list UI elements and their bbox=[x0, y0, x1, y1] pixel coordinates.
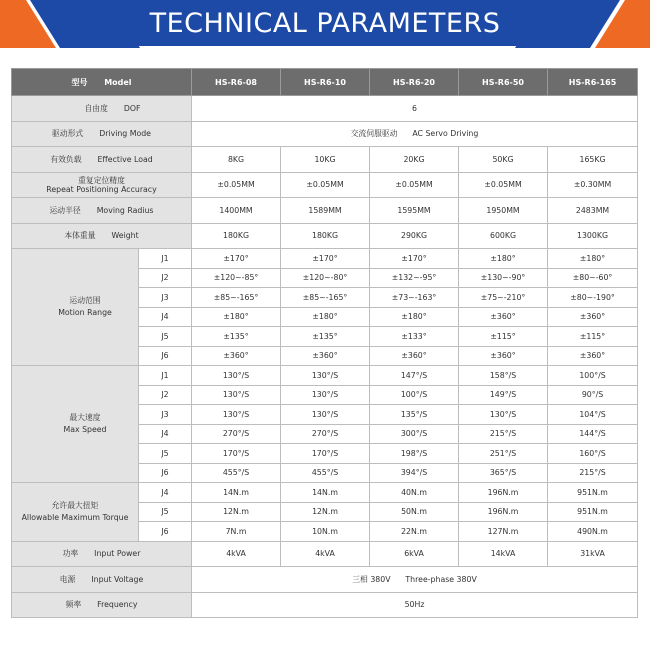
table-cell: ±360° bbox=[459, 307, 548, 327]
table-cell: 14kVA bbox=[459, 541, 548, 567]
table-cell: 170°/S bbox=[281, 444, 370, 464]
table-cell: 251°/S bbox=[459, 444, 548, 464]
weight-row bbox=[12, 223, 638, 249]
title-banner bbox=[0, 0, 650, 48]
table-cell: 165KG bbox=[548, 147, 638, 173]
model-col-header: HS-R6-20 bbox=[370, 69, 459, 96]
row-label: 驱动形式 Driving Mode bbox=[12, 121, 192, 147]
table-cell: ±0.05MM bbox=[459, 172, 548, 198]
load-row bbox=[12, 147, 638, 173]
table-cell: 12N.m bbox=[192, 502, 281, 522]
frequency-row bbox=[12, 592, 638, 618]
frequency-value: 50Hz bbox=[192, 592, 638, 618]
table-cell: ±360° bbox=[370, 346, 459, 366]
table-cell: 22N.m bbox=[370, 522, 459, 542]
table-cell: 1589MM bbox=[281, 198, 370, 224]
table-cell: ±120~-80° bbox=[281, 268, 370, 288]
table-cell: 144°/S bbox=[548, 424, 638, 444]
table-cell: 1950MM bbox=[459, 198, 548, 224]
table-cell: 198°/S bbox=[370, 444, 459, 464]
table-cell: 455°/S bbox=[192, 463, 281, 483]
table-cell: ±120~-85° bbox=[192, 268, 281, 288]
radius-row bbox=[12, 198, 638, 224]
table-cell: 455°/S bbox=[281, 463, 370, 483]
table-cell: 160°/S bbox=[548, 444, 638, 464]
row-label: 功率 Input Power bbox=[12, 541, 192, 567]
table-cell: 180KG bbox=[192, 223, 281, 249]
table-cell: ±180° bbox=[370, 307, 459, 327]
table-cell: ±130~-90° bbox=[459, 268, 548, 288]
table-cell: 130°/S bbox=[281, 405, 370, 425]
table-cell: ±135° bbox=[192, 327, 281, 347]
table-cell: 215°/S bbox=[548, 463, 638, 483]
joint-label: J6 bbox=[139, 463, 192, 483]
table-cell: 10KG bbox=[281, 147, 370, 173]
table-cell: ±0.05MM bbox=[192, 172, 281, 198]
joint-label: J1 bbox=[139, 249, 192, 269]
joint-label: J6 bbox=[139, 346, 192, 366]
table-cell: 14N.m bbox=[192, 483, 281, 503]
model-col-header: HS-R6-165 bbox=[548, 69, 638, 96]
table-cell: 40N.m bbox=[370, 483, 459, 503]
table-cell: ±180° bbox=[548, 249, 638, 269]
table-cell: 290KG bbox=[370, 223, 459, 249]
joint-label: J4 bbox=[139, 307, 192, 327]
table-cell: ±360° bbox=[459, 346, 548, 366]
table-cell: ±0.30MM bbox=[548, 172, 638, 198]
table-cell: ±115° bbox=[459, 327, 548, 347]
row-label: 重复定位精度 Repeat Positioning Accuracy bbox=[12, 172, 192, 198]
table-cell: ±170° bbox=[192, 249, 281, 269]
table-cell: 215°/S bbox=[459, 424, 548, 444]
table-cell: ±75~-210° bbox=[459, 288, 548, 308]
table-cell: 4kVA bbox=[281, 541, 370, 567]
table-cell: 1595MM bbox=[370, 198, 459, 224]
model-header: 型号 Model bbox=[12, 69, 192, 96]
table-cell: ±360° bbox=[192, 346, 281, 366]
table-cell: ±132~-95° bbox=[370, 268, 459, 288]
table-cell: 600KG bbox=[459, 223, 548, 249]
table-cell: 180KG bbox=[281, 223, 370, 249]
dof-row bbox=[12, 96, 638, 122]
table-cell: 196N.m bbox=[459, 502, 548, 522]
table-cell: ±85~-165° bbox=[281, 288, 370, 308]
table-cell: 7N.m bbox=[192, 522, 281, 542]
joint-label: J5 bbox=[139, 444, 192, 464]
table-cell: 394°/S bbox=[370, 463, 459, 483]
table-cell: 104°/S bbox=[548, 405, 638, 425]
page-title: TECHNICAL PARAMETERS bbox=[149, 8, 501, 39]
group-label-torque: 允许最大扭矩 Allowable Maximum Torque bbox=[12, 483, 139, 542]
driving-value: 交流伺服驱动 AC Servo Driving bbox=[192, 121, 638, 147]
model-col-header: HS-R6-50 bbox=[459, 69, 548, 96]
joint-label: J5 bbox=[139, 327, 192, 347]
table-cell: ±135° bbox=[281, 327, 370, 347]
table-cell: 270°/S bbox=[192, 424, 281, 444]
table-cell: 50KG bbox=[459, 147, 548, 173]
table-cell: 12N.m bbox=[281, 502, 370, 522]
table-cell: ±80~-60° bbox=[548, 268, 638, 288]
row-label: 电源 Input Voltage bbox=[12, 567, 192, 593]
table-cell: 147°/S bbox=[370, 366, 459, 386]
dof-value: 6 bbox=[192, 96, 638, 122]
table-cell: 31kVA bbox=[548, 541, 638, 567]
header-row bbox=[12, 69, 638, 96]
model-col-header: HS-R6-08 bbox=[192, 69, 281, 96]
table-cell: 365°/S bbox=[459, 463, 548, 483]
row-label: 本体重量 Weight bbox=[12, 223, 192, 249]
joint-label: J2 bbox=[139, 268, 192, 288]
table-cell: ±133° bbox=[370, 327, 459, 347]
table-cell: 90°/S bbox=[548, 385, 638, 405]
row-label: 自由度 DOF bbox=[12, 96, 192, 122]
joint-label: J1 bbox=[139, 366, 192, 386]
table-cell: 130°/S bbox=[281, 385, 370, 405]
table-cell: 196N.m bbox=[459, 483, 548, 503]
table-cell: 270°/S bbox=[281, 424, 370, 444]
motion-row bbox=[12, 249, 638, 269]
table-cell: 6kVA bbox=[370, 541, 459, 567]
table-cell: ±180° bbox=[192, 307, 281, 327]
table-cell: ±115° bbox=[548, 327, 638, 347]
table-cell: ±170° bbox=[281, 249, 370, 269]
table-cell: 130°/S bbox=[192, 385, 281, 405]
table-cell: 490N.m bbox=[548, 522, 638, 542]
repeat-row bbox=[12, 172, 638, 198]
table-cell: 130°/S bbox=[192, 366, 281, 386]
table-cell: ±73~-163° bbox=[370, 288, 459, 308]
table-cell: 130°/S bbox=[192, 405, 281, 425]
table-cell: 300°/S bbox=[370, 424, 459, 444]
driving-row bbox=[12, 121, 638, 147]
group-label-motion: 运动范围 Motion Range bbox=[12, 249, 139, 366]
table-cell: ±360° bbox=[281, 346, 370, 366]
table-cell: 100°/S bbox=[370, 385, 459, 405]
table-cell: 127N.m bbox=[459, 522, 548, 542]
torque-row bbox=[12, 483, 638, 503]
table-cell: 135°/S bbox=[370, 405, 459, 425]
table-cell: ±180° bbox=[281, 307, 370, 327]
table-cell: ±0.05MM bbox=[281, 172, 370, 198]
table-cell: 1300KG bbox=[548, 223, 638, 249]
table-cell: 8KG bbox=[192, 147, 281, 173]
model-col-header: HS-R6-10 bbox=[281, 69, 370, 96]
table-cell: ±360° bbox=[548, 346, 638, 366]
table-cell: ±85~-165° bbox=[192, 288, 281, 308]
table-cell: 20KG bbox=[370, 147, 459, 173]
table-cell: 130°/S bbox=[281, 366, 370, 386]
table-cell: 4kVA bbox=[192, 541, 281, 567]
joint-label: J3 bbox=[139, 288, 192, 308]
table-cell: 951N.m bbox=[548, 502, 638, 522]
joint-label: J3 bbox=[139, 405, 192, 425]
table-cell: 170°/S bbox=[192, 444, 281, 464]
joint-label: J6 bbox=[139, 522, 192, 542]
spec-table bbox=[11, 68, 638, 618]
table-cell: 100°/S bbox=[548, 366, 638, 386]
joint-label: J2 bbox=[139, 385, 192, 405]
joint-label: J4 bbox=[139, 424, 192, 444]
group-label-speed: 最大速度 Max Speed bbox=[12, 366, 139, 483]
table-cell: 2483MM bbox=[548, 198, 638, 224]
table-cell: 14N.m bbox=[281, 483, 370, 503]
table-cell: 149°/S bbox=[459, 385, 548, 405]
table-cell: ±360° bbox=[548, 307, 638, 327]
joint-label: J4 bbox=[139, 483, 192, 503]
voltage-value: 三相 380V Three-phase 380V bbox=[192, 567, 638, 593]
table-cell: ±180° bbox=[459, 249, 548, 269]
power-row bbox=[12, 541, 638, 567]
row-label: 运动半径 Moving Radius bbox=[12, 198, 192, 224]
table-cell: 951N.m bbox=[548, 483, 638, 503]
table-cell: 1400MM bbox=[192, 198, 281, 224]
row-label: 频率 Frequency bbox=[12, 592, 192, 618]
table-cell: ±80~-190° bbox=[548, 288, 638, 308]
joint-label: J5 bbox=[139, 502, 192, 522]
speed-row bbox=[12, 366, 638, 386]
table-cell: 158°/S bbox=[459, 366, 548, 386]
table-cell: 130°/S bbox=[459, 405, 548, 425]
table-cell: ±0.05MM bbox=[370, 172, 459, 198]
table-cell: ±170° bbox=[370, 249, 459, 269]
table-cell: 10N.m bbox=[281, 522, 370, 542]
table-cell: 50N.m bbox=[370, 502, 459, 522]
voltage-row bbox=[12, 567, 638, 593]
row-label: 有效负载 Effective Load bbox=[12, 147, 192, 173]
